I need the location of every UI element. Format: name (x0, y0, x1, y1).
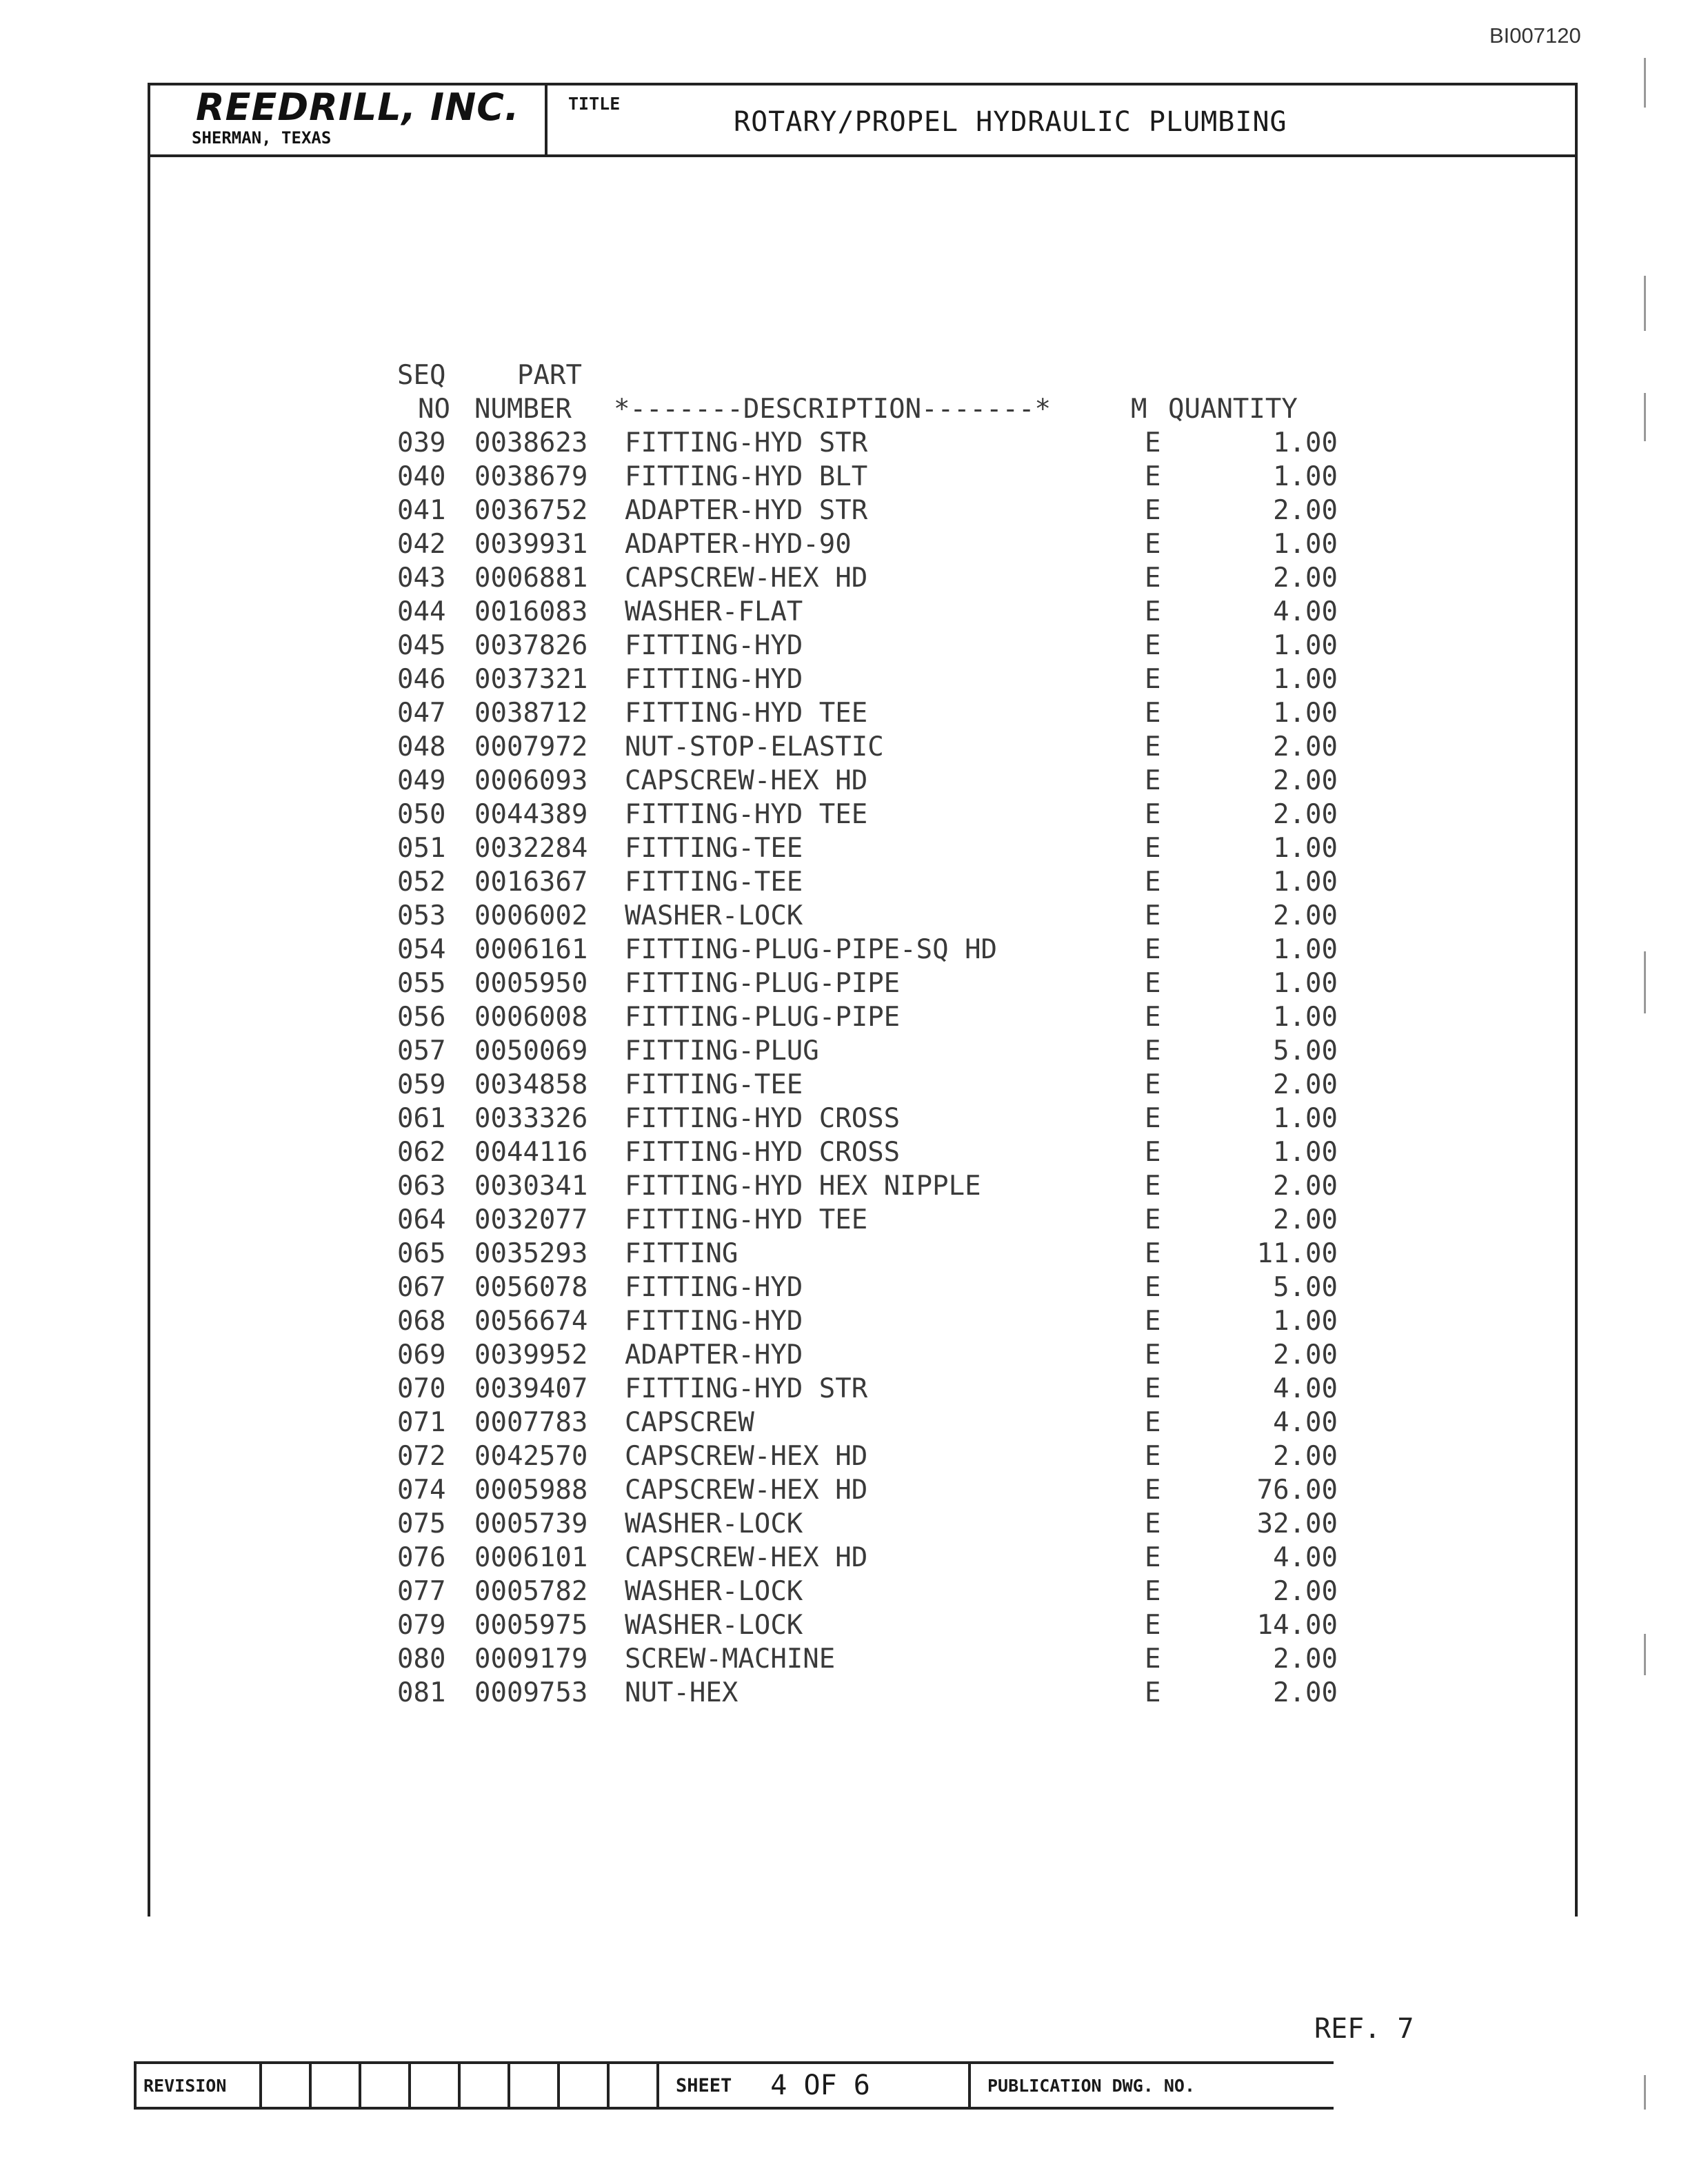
scan-edge-mark (1644, 393, 1646, 441)
row-quantity: 4.00 (1273, 1542, 1338, 1573)
row-seq: 064 (397, 1204, 446, 1235)
row-description: FITTING-PLUG-PIPE (625, 968, 901, 999)
row-part-number: 0005988 (474, 1475, 588, 1506)
row-m: E (1145, 799, 1161, 830)
row-part-number: 0032077 (474, 1204, 588, 1235)
row-quantity: 1.00 (1273, 1103, 1338, 1134)
row-m: E (1145, 596, 1161, 627)
header-no: NO (418, 394, 450, 425)
row-quantity: 1.00 (1273, 698, 1338, 729)
row-quantity: 1.00 (1273, 630, 1338, 661)
row-description: NUT-HEX (625, 1677, 738, 1708)
row-part-number: 0037826 (474, 630, 588, 661)
row-quantity: 2.00 (1273, 1441, 1338, 1472)
row-description: FITTING-HYD BLT (625, 461, 868, 492)
parts-row (386, 730, 1338, 764)
row-description: CAPSCREW-HEX HD (625, 765, 868, 796)
row-quantity: 2.00 (1273, 1677, 1338, 1708)
document-id: BI007120 (1489, 23, 1581, 48)
row-quantity: 1.00 (1273, 1306, 1338, 1337)
row-m: E (1145, 1035, 1161, 1066)
row-seq: 062 (397, 1137, 446, 1168)
row-m: E (1145, 529, 1161, 560)
row-m: E (1145, 1508, 1161, 1539)
row-description: FITTING (625, 1238, 738, 1269)
drawing-title: ROTARY/PROPEL HYDRAULIC PLUMBING (734, 106, 1287, 138)
row-seq: 042 (397, 529, 446, 560)
row-m: E (1145, 495, 1161, 526)
row-m: E (1145, 1171, 1161, 1202)
parts-row (386, 764, 1338, 798)
row-quantity: 76.00 (1256, 1475, 1338, 1506)
parts-row (386, 460, 1338, 494)
row-part-number: 0032284 (474, 833, 588, 864)
row-seq: 040 (397, 461, 446, 492)
row-seq: 048 (397, 731, 446, 762)
parts-row (386, 1135, 1338, 1169)
row-m: E (1145, 698, 1161, 729)
row-seq: 049 (397, 765, 446, 796)
row-part-number: 0037321 (474, 664, 588, 695)
row-quantity: 1.00 (1273, 664, 1338, 695)
parts-row (386, 1473, 1338, 1507)
row-description: FITTING-HYD TEE (625, 799, 868, 830)
row-part-number: 0035293 (474, 1238, 588, 1269)
row-part-number: 0042570 (474, 1441, 588, 1472)
parts-row (386, 1608, 1338, 1642)
row-m: E (1145, 900, 1161, 931)
parts-row (386, 527, 1338, 561)
company-cell (150, 85, 547, 154)
row-m: E (1145, 1069, 1161, 1100)
row-seq: 043 (397, 563, 446, 594)
parts-row (386, 967, 1338, 1000)
parts-row (386, 1575, 1338, 1608)
row-m: E (1145, 461, 1161, 492)
row-part-number: 0038679 (474, 461, 588, 492)
row-quantity: 4.00 (1273, 1407, 1338, 1438)
parts-row (386, 1169, 1338, 1203)
row-quantity: 4.00 (1273, 1373, 1338, 1404)
row-quantity: 2.00 (1273, 1171, 1338, 1202)
row-m: E (1145, 731, 1161, 762)
parts-row (386, 1000, 1338, 1034)
parts-row (386, 1304, 1338, 1338)
row-description: FITTING-PLUG-PIPE (625, 1002, 901, 1033)
row-description: WASHER-LOCK (625, 1610, 803, 1641)
parts-row (386, 663, 1338, 696)
scan-edge-mark (1644, 1634, 1646, 1675)
revision-box (610, 2064, 659, 2107)
row-description: CAPSCREW-HEX HD (625, 563, 868, 594)
row-description: FITTING-HYD TEE (625, 698, 868, 729)
row-m: E (1145, 1373, 1161, 1404)
row-m: E (1145, 934, 1161, 965)
row-part-number: 0006008 (474, 1002, 588, 1033)
row-description: WASHER-FLAT (625, 596, 803, 627)
row-part-number: 0033326 (474, 1103, 588, 1134)
row-quantity: 2.00 (1273, 1339, 1338, 1371)
row-description: FITTING-PLUG-PIPE-SQ HD (625, 934, 998, 965)
publication-label: PUBLICATION DWG. NO. (987, 2075, 1196, 2096)
row-description: CAPSCREW-HEX HD (625, 1475, 868, 1506)
row-quantity: 1.00 (1273, 968, 1338, 999)
row-seq: 070 (397, 1373, 446, 1404)
row-description: FITTING-HYD (625, 1272, 803, 1303)
parts-row (386, 1406, 1338, 1439)
row-m: E (1145, 1103, 1161, 1134)
row-quantity: 1.00 (1273, 1002, 1338, 1033)
row-m: E (1145, 563, 1161, 594)
revision-box (461, 2064, 510, 2107)
row-seq: 039 (397, 427, 446, 458)
row-description: FITTING-HYD CROSS (625, 1103, 901, 1134)
row-quantity: 2.00 (1273, 563, 1338, 594)
row-part-number: 0009753 (474, 1677, 588, 1708)
row-description: CAPSCREW-HEX HD (625, 1441, 868, 1472)
scan-edge-mark (1644, 951, 1646, 1013)
row-quantity: 2.00 (1273, 495, 1338, 526)
row-quantity: 1.00 (1273, 867, 1338, 898)
row-quantity: 1.00 (1273, 427, 1338, 458)
parts-row (386, 494, 1338, 527)
row-seq: 080 (397, 1644, 446, 1675)
row-seq: 041 (397, 495, 446, 526)
revision-boxes (262, 2064, 659, 2107)
parts-row (386, 1676, 1338, 1710)
row-m: E (1145, 1137, 1161, 1168)
title-block (148, 83, 1578, 157)
row-seq: 068 (397, 1306, 446, 1337)
row-part-number: 0030341 (474, 1171, 588, 1202)
row-description: ADAPTER-HYD (625, 1339, 803, 1371)
row-part-number: 0005950 (474, 968, 588, 999)
row-part-number: 0044389 (474, 799, 588, 830)
header-number: NUMBER (474, 394, 572, 425)
row-seq: 071 (397, 1407, 446, 1438)
row-m: E (1145, 1306, 1161, 1337)
row-seq: 056 (397, 1002, 446, 1033)
header-quantity: QUANTITY (1168, 394, 1298, 425)
row-description: ADAPTER-HYD-90 (625, 529, 852, 560)
revision-label: REVISION (134, 2064, 262, 2107)
row-quantity: 1.00 (1273, 833, 1338, 864)
row-seq: 063 (397, 1171, 446, 1202)
row-quantity: 2.00 (1273, 765, 1338, 796)
row-m: E (1145, 1238, 1161, 1269)
parts-row (386, 1642, 1338, 1676)
row-description: FITTING-TEE (625, 867, 803, 898)
row-seq: 054 (397, 934, 446, 965)
row-part-number: 0006093 (474, 765, 588, 796)
row-description: SCREW-MACHINE (625, 1644, 836, 1675)
parts-row (386, 1271, 1338, 1304)
row-seq: 045 (397, 630, 446, 661)
row-part-number: 0038623 (474, 427, 588, 458)
row-quantity: 2.00 (1273, 1069, 1338, 1100)
row-m: E (1145, 1542, 1161, 1573)
row-seq: 050 (397, 799, 446, 830)
row-quantity: 2.00 (1273, 1204, 1338, 1235)
row-description: FITTING-TEE (625, 1069, 803, 1100)
header-part: PART (517, 360, 582, 391)
row-seq: 067 (397, 1272, 446, 1303)
row-part-number: 0007783 (474, 1407, 588, 1438)
row-part-number: 0016367 (474, 867, 588, 898)
row-description: FITTING-HYD HEX NIPPLE (625, 1171, 981, 1202)
row-m: E (1145, 1002, 1161, 1033)
parts-header-line1 (386, 358, 582, 392)
row-quantity: 14.00 (1256, 1610, 1338, 1641)
row-part-number: 0036752 (474, 495, 588, 526)
row-quantity: 2.00 (1273, 900, 1338, 931)
row-seq: 044 (397, 596, 446, 627)
revision-box (510, 2064, 560, 2107)
row-seq: 046 (397, 664, 446, 695)
parts-row (386, 1203, 1338, 1237)
row-m: E (1145, 1677, 1161, 1708)
row-m: E (1145, 1441, 1161, 1472)
row-quantity: 1.00 (1273, 529, 1338, 560)
row-description: CAPSCREW-HEX HD (625, 1542, 868, 1573)
row-part-number: 0009179 (474, 1644, 588, 1675)
row-part-number: 0007972 (474, 731, 588, 762)
scan-edge-mark (1644, 276, 1646, 331)
row-m: E (1145, 1272, 1161, 1303)
row-description: WASHER-LOCK (625, 1576, 803, 1607)
parts-row (386, 595, 1338, 629)
row-seq: 051 (397, 833, 446, 864)
row-description: FITTING-HYD (625, 630, 803, 661)
row-part-number: 0050069 (474, 1035, 588, 1066)
row-part-number: 0056674 (474, 1306, 588, 1337)
parts-row (386, 629, 1338, 663)
row-part-number: 0005975 (474, 1610, 588, 1641)
row-seq: 072 (397, 1441, 446, 1472)
company-location: SHERMAN, TEXAS (192, 128, 332, 148)
row-m: E (1145, 664, 1161, 695)
parts-row (386, 561, 1338, 595)
parts-rows (386, 426, 1338, 1710)
parts-row (386, 899, 1338, 933)
row-seq: 077 (397, 1576, 446, 1607)
sheet-number: 4 OF 6 (770, 2070, 870, 2101)
row-part-number: 0039952 (474, 1339, 588, 1371)
parts-row (386, 1372, 1338, 1406)
row-part-number: 0039407 (474, 1373, 588, 1404)
parts-row (386, 1439, 1338, 1473)
row-quantity: 1.00 (1273, 1137, 1338, 1168)
row-m: E (1145, 630, 1161, 661)
parts-row (386, 933, 1338, 967)
row-description: FITTING-HYD (625, 1306, 803, 1337)
row-quantity: 5.00 (1273, 1272, 1338, 1303)
row-quantity: 1.00 (1273, 461, 1338, 492)
parts-row (386, 831, 1338, 865)
revision-box (411, 2064, 461, 2107)
parts-row (386, 426, 1338, 460)
row-part-number: 0056078 (474, 1272, 588, 1303)
row-seq: 052 (397, 867, 446, 898)
sheet-label: SHEET (676, 2074, 732, 2096)
row-part-number: 0034858 (474, 1069, 588, 1100)
row-description: FITTING-TEE (625, 833, 803, 864)
scan-edge-mark (1644, 58, 1646, 108)
row-m: E (1145, 1576, 1161, 1607)
row-m: E (1145, 765, 1161, 796)
row-part-number: 0038712 (474, 698, 588, 729)
row-quantity: 11.00 (1256, 1238, 1338, 1269)
revision-box (560, 2064, 610, 2107)
row-seq: 075 (397, 1508, 446, 1539)
row-part-number: 0044116 (474, 1137, 588, 1168)
parts-row (386, 1237, 1338, 1271)
row-seq: 074 (397, 1475, 446, 1506)
row-quantity: 4.00 (1273, 596, 1338, 627)
parts-row (386, 1102, 1338, 1135)
parts-row (386, 1068, 1338, 1102)
revision-box (262, 2064, 312, 2107)
row-description: NUT-STOP-ELASTIC (625, 731, 884, 762)
row-quantity: 2.00 (1273, 1644, 1338, 1675)
row-description: FITTING-HYD STR (625, 1373, 868, 1404)
parts-header-line2 (386, 392, 1298, 426)
row-seq: 069 (397, 1339, 446, 1371)
row-description: FITTING-HYD (625, 664, 803, 695)
revision-box (312, 2064, 361, 2107)
row-description: WASHER-LOCK (625, 1508, 803, 1539)
row-m: E (1145, 968, 1161, 999)
parts-row (386, 1507, 1338, 1541)
row-m: E (1145, 1339, 1161, 1371)
row-seq: 065 (397, 1238, 446, 1269)
row-description: FITTING-HYD STR (625, 427, 868, 458)
parts-row (386, 1338, 1338, 1372)
row-seq: 076 (397, 1542, 446, 1573)
title-cell (547, 85, 1575, 154)
row-m: E (1145, 1204, 1161, 1235)
sheet-cell (659, 2064, 971, 2107)
row-quantity: 5.00 (1273, 1035, 1338, 1066)
bottom-strip (134, 2061, 1334, 2110)
row-quantity: 2.00 (1273, 1576, 1338, 1607)
row-m: E (1145, 833, 1161, 864)
row-part-number: 0039931 (474, 529, 588, 560)
row-part-number: 0005739 (474, 1508, 588, 1539)
row-m: E (1145, 1475, 1161, 1506)
row-m: E (1145, 427, 1161, 458)
parts-row (386, 1034, 1338, 1068)
row-description: FITTING-HYD CROSS (625, 1137, 901, 1168)
parts-row (386, 696, 1338, 730)
row-part-number: 0006881 (474, 563, 588, 594)
reference-number: REF. 7 (1314, 2013, 1414, 2045)
row-description: WASHER-LOCK (625, 900, 803, 931)
row-seq: 079 (397, 1610, 446, 1641)
parts-row (386, 1541, 1338, 1575)
row-part-number: 0006161 (474, 934, 588, 965)
title-label: TITLE (568, 94, 621, 114)
row-seq: 053 (397, 900, 446, 931)
row-quantity: 32.00 (1256, 1508, 1338, 1539)
row-seq: 059 (397, 1069, 446, 1100)
row-seq: 057 (397, 1035, 446, 1066)
header-seq: SEQ (397, 360, 446, 391)
row-description: FITTING-PLUG (625, 1035, 819, 1066)
header-description: *-------DESCRIPTION-------* (614, 394, 1051, 425)
row-m: E (1145, 1407, 1161, 1438)
scan-edge-mark (1644, 2075, 1646, 2110)
row-part-number: 0006002 (474, 900, 588, 931)
company-name: REEDRILL, INC. (196, 85, 520, 129)
revision-box (361, 2064, 411, 2107)
parts-list (386, 358, 1338, 1710)
parts-row (386, 865, 1338, 899)
header-m: M (1131, 394, 1147, 425)
row-part-number: 0006101 (474, 1542, 588, 1573)
row-description: FITTING-HYD TEE (625, 1204, 868, 1235)
row-m: E (1145, 1644, 1161, 1675)
row-m: E (1145, 1610, 1161, 1641)
parts-row (386, 798, 1338, 831)
row-quantity: 1.00 (1273, 934, 1338, 965)
row-part-number: 0005782 (474, 1576, 588, 1607)
row-m: E (1145, 867, 1161, 898)
row-part-number: 0016083 (474, 596, 588, 627)
row-seq: 047 (397, 698, 446, 729)
row-quantity: 2.00 (1273, 799, 1338, 830)
row-quantity: 2.00 (1273, 731, 1338, 762)
row-description: CAPSCREW (625, 1407, 754, 1438)
row-seq: 055 (397, 968, 446, 999)
row-description: ADAPTER-HYD STR (625, 495, 868, 526)
row-seq: 061 (397, 1103, 446, 1134)
row-seq: 081 (397, 1677, 446, 1708)
